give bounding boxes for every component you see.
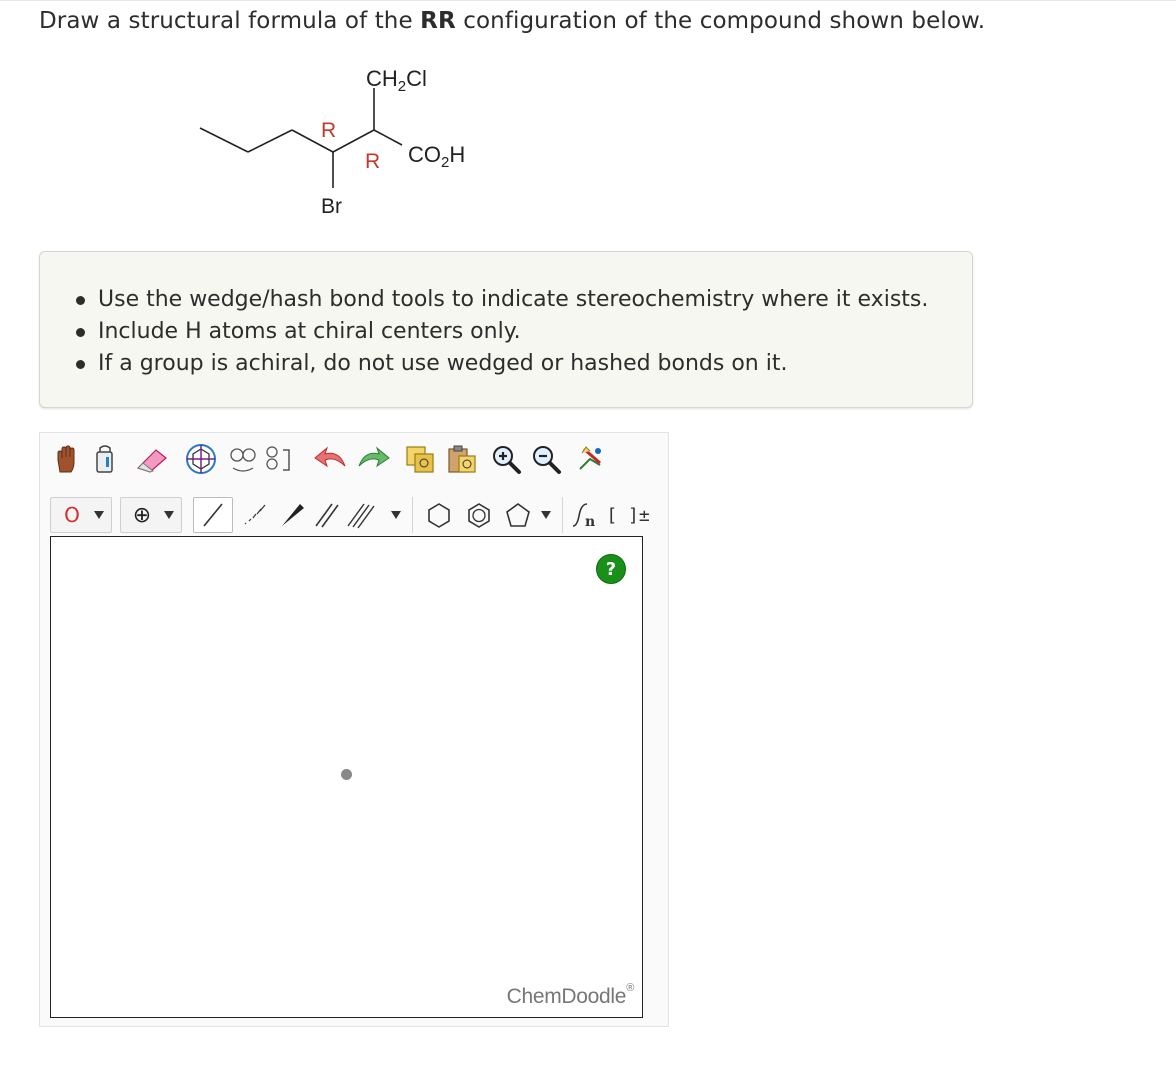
hand-icon[interactable] bbox=[50, 441, 84, 477]
toolbar-divider bbox=[562, 497, 563, 533]
stereo-label-r2: R bbox=[365, 150, 381, 173]
atom-label: O bbox=[64, 503, 80, 527]
chain-icon[interactable] bbox=[262, 441, 298, 477]
drawing-canvas[interactable] bbox=[50, 536, 643, 1018]
clear-canvas-icon[interactable] bbox=[90, 441, 120, 477]
instructions-box bbox=[39, 251, 973, 408]
toolbar-divider bbox=[412, 497, 413, 533]
chemdoodle-logo: ChemDoodle® bbox=[506, 982, 634, 1008]
cyclopentane-icon[interactable] bbox=[500, 497, 536, 533]
stereo-label-r1: R bbox=[321, 119, 337, 142]
top-divider bbox=[0, 0, 1176, 1]
instruction-item: Use the wedge/hash bond tools to indicate stereochemistry where it exists. bbox=[98, 284, 928, 316]
question-text: Draw a structural formula of the RR configuration of the compound shown below. bbox=[39, 8, 986, 34]
template-icon[interactable] bbox=[182, 440, 220, 478]
ring-templates-icon[interactable] bbox=[226, 441, 260, 477]
bracket-charge-icon[interactable]: [ ]± bbox=[606, 504, 650, 526]
triple-bond-icon[interactable] bbox=[344, 497, 378, 533]
hash-bond-icon[interactable] bbox=[236, 497, 272, 533]
single-bond-icon bbox=[193, 497, 233, 533]
instructions-list bbox=[98, 284, 928, 380]
instruction-item: If a group is achiral, do not use wedged or hashed bonds on it. bbox=[98, 348, 928, 380]
wedge-bond-icon[interactable] bbox=[274, 497, 310, 533]
help-button[interactable]: ? bbox=[596, 554, 626, 584]
double-bond-icon[interactable] bbox=[310, 497, 344, 533]
atom-dropdown-arrow-icon[interactable] bbox=[90, 497, 108, 533]
copy-icon[interactable] bbox=[402, 441, 438, 477]
benzene-icon[interactable] bbox=[460, 497, 498, 533]
instruction-item: Include H atoms at chiral centers only. bbox=[98, 316, 928, 348]
zoom-in-icon[interactable] bbox=[488, 441, 524, 477]
repeat-unit-icon[interactable] bbox=[568, 497, 602, 533]
undo-icon[interactable] bbox=[312, 441, 350, 477]
charge-plus-icon: ⊕ bbox=[132, 502, 152, 528]
configuration-label: RR bbox=[420, 8, 456, 34]
zoom-out-icon[interactable] bbox=[528, 441, 564, 477]
br-label: Br bbox=[321, 195, 342, 218]
eraser-icon[interactable] bbox=[132, 441, 172, 477]
ring-dropdown-arrow-icon[interactable] bbox=[538, 497, 554, 533]
molecule-diagram bbox=[180, 55, 500, 225]
bond-dropdown-arrow-icon[interactable] bbox=[388, 497, 404, 533]
charge-dropdown-arrow-icon[interactable] bbox=[160, 497, 178, 533]
paste-icon[interactable] bbox=[444, 441, 480, 477]
ch2cl-label: $CH_2Cl$ bbox=[366, 66, 427, 95]
cyclohexane-icon[interactable] bbox=[420, 497, 458, 533]
redo-icon[interactable] bbox=[354, 441, 392, 477]
co2h-label: $CO_2H$ bbox=[408, 142, 466, 171]
canvas-cursor-dot bbox=[341, 769, 352, 780]
clean-structure-icon[interactable] bbox=[572, 441, 610, 477]
svg-text:n: n bbox=[585, 514, 596, 530]
chemdoodle-sketcher bbox=[39, 432, 669, 1027]
